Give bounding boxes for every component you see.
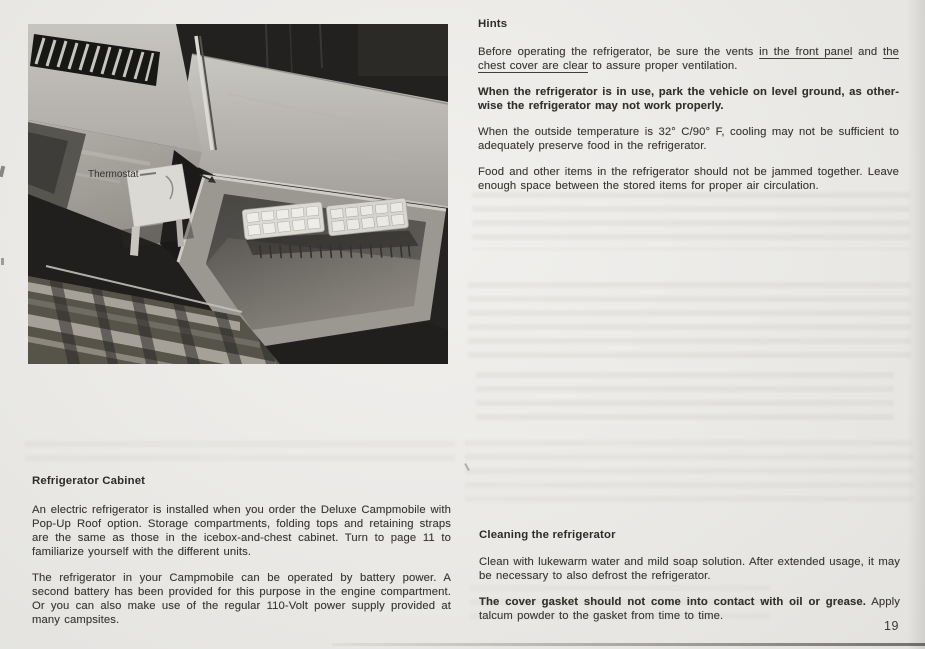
bleed-through-ghost-text [465, 440, 913, 508]
hints-paragraph-air-circulation: Food and other items in the refrigerator should not be jammed together. Leave enough space between the stored items for proper air circulation. [478, 166, 899, 192]
scan-artifact [332, 643, 925, 646]
cleaning-section [479, 529, 900, 635]
hints-paragraph-temperature: When the outside temperature is 32° C/90° F, cooling may not be sufficient to adequately preserve food in the refrigerator. [478, 126, 899, 152]
bleed-through-ghost-text [25, 441, 455, 465]
cleaning-paragraph-gasket [479, 595, 900, 623]
bleed-through-ghost-text [476, 372, 894, 420]
refrigerator-photo-image [28, 24, 448, 364]
cleaning-heading: Cleaning the refrigerator [479, 529, 616, 541]
hints-heading: Hints [478, 18, 508, 30]
hints-p1-underlined-chest-cover: the chest cover are clear [478, 46, 899, 72]
hints-paragraph-ventilation [478, 45, 899, 73]
bleed-through-ghost-text [468, 282, 911, 358]
hints-p1-text: Before operating the refrigerator, be sure the vents [478, 46, 760, 58]
scan-artifact [0, 166, 5, 178]
hints-section [478, 18, 899, 205]
page-edge-shading [907, 0, 925, 649]
refrigerator-photo [28, 24, 448, 364]
hints-p1-text: and [852, 46, 883, 58]
hints-paragraph-level-ground: When the refrigerator is in use, park the vehicle on level ground, as otherwise the refrigerator may not work properly. [478, 86, 899, 112]
page-number: 19 [884, 619, 899, 633]
thermostat-label: Thermostat [88, 169, 139, 180]
cleaning-gasket-rest: Apply talcum powder to the gasket from time to time. [479, 596, 901, 622]
hints-p1-text: to assure proper ventilation. [587, 60, 738, 72]
cleaning-paragraph-soap: Clean with lukewarm water and mild soap solution. After extended usage, it may be necessary to also defrost the refrigerator. [479, 556, 900, 582]
cabinet-paragraph-battery-power: The refrigerator in your Campmobile can be operated by battery power. A second battery has been provided for this purpose in the engine compartment. Or you can also make use of the regular 110-Volt power supply provided at many campsites. [32, 572, 451, 626]
scan-artifact [464, 463, 470, 471]
cleaning-gasket-bold: The cover gasket should not come into contact with oil or grease. [479, 596, 867, 608]
cabinet-paragraph-deluxe-option: An electric refrigerator is installed when you order the Deluxe Campmobile with Pop-Up Roof option. Storage compartments, folding tops and retaining straps are the same as those in the icebox-and-chest cabinet. Turn to page 11 to familiarize yourself with the different units. [32, 504, 451, 558]
scan-artifact [1, 258, 4, 265]
refrigerator-cabinet-heading: Refrigerator Cabinet [32, 475, 146, 487]
hints-p1-underlined-front-panel: in the front panel [759, 46, 853, 58]
refrigerator-cabinet-section [32, 475, 451, 639]
